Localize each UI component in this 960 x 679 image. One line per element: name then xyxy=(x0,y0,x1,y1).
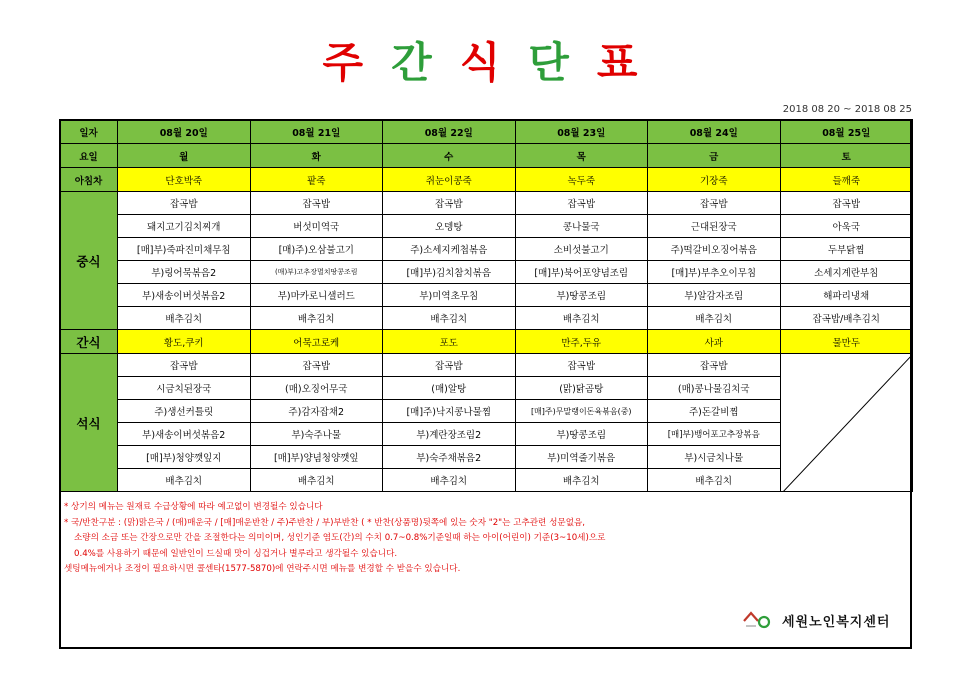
breakfast-cell: 들깨죽 xyxy=(780,168,913,192)
menu-cell: 잡곡밥 xyxy=(515,354,648,377)
breakfast-cell: 기장죽 xyxy=(648,168,781,192)
menu-cell: 배추김치 xyxy=(648,307,781,330)
weekday-cell: 토 xyxy=(780,144,913,168)
menu-cell: 주)돈갈비찜 xyxy=(648,400,781,423)
menu-cell: (맑)닭곰탕 xyxy=(515,377,648,400)
menu-cell: (매)알탕 xyxy=(383,377,516,400)
breakfast-cell: 녹두죽 xyxy=(515,168,648,192)
menu-cell: 잡곡밥/배추김치 xyxy=(780,307,913,330)
snack-cell: 물만두 xyxy=(780,330,913,354)
menu-cell: 배추김치 xyxy=(118,469,251,492)
menu-cell: 배추김치 xyxy=(383,469,516,492)
menu-cell: [매]부)뱅어포고추장볶음 xyxy=(648,423,781,446)
menu-cell: [매]부)죽파진미채무침 xyxy=(118,238,251,261)
menu-cell: 잡곡밥 xyxy=(118,354,251,377)
menu-cell: 두부닭찜 xyxy=(780,238,913,261)
date-range: 2018 08 20 ~ 2018 08 25 xyxy=(782,104,912,115)
menu-cell: 주)떡갈비오징어볶음 xyxy=(648,238,781,261)
breakfast-cell: 쥐눈이콩죽 xyxy=(383,168,516,192)
menu-cell: 부)땅콩조림 xyxy=(515,284,648,307)
weekday-cell: 금 xyxy=(648,144,781,168)
menu-cell: 시금치된장국 xyxy=(118,377,251,400)
date-cell: 08월 24일 xyxy=(648,120,781,144)
menu-cell: 부)새송이버섯볶음2 xyxy=(118,423,251,446)
menu-cell: [매]부)북어포양념조림 xyxy=(515,261,648,284)
menu-cell: 잡곡밥 xyxy=(250,192,383,215)
menu-cell: 근대된장국 xyxy=(648,215,781,238)
breakfast-cell: 단호박죽 xyxy=(118,168,251,192)
menu-cell: 잡곡밥 xyxy=(515,192,648,215)
menu-cell: 부)링어묵볶음2 xyxy=(118,261,251,284)
snack-cell: 황도,쿠키 xyxy=(118,330,251,354)
menu-cell: 잡곡밥 xyxy=(383,192,516,215)
menu-cell: [매)주)오삼불고기 xyxy=(250,238,383,261)
menu-cell: 부)계란장조림2 xyxy=(383,423,516,446)
menu-cell: 잡곡밥 xyxy=(383,354,516,377)
menu-cell: 배추김치 xyxy=(648,469,781,492)
menu-cell: 돼지고기김치찌개 xyxy=(118,215,251,238)
menu-cell: 부)마카로니샐러드 xyxy=(250,284,383,307)
menu-cell: 주)감자잡채2 xyxy=(250,400,383,423)
menu-cell: 소세지계란부침 xyxy=(780,261,913,284)
note-line: 소량의 소금 또는 간장으로만 간을 조절한다는 의미이며, 성인기준 염도(간)의 수치 0.7~0.8%기준일때 하는 아이(어린이) 기준(3~10세)으로 xyxy=(74,533,606,543)
menu-cell: (매)부)고추장멸치땅콩조림 xyxy=(250,261,383,284)
menu-cell: 부)새송이버섯볶음2 xyxy=(118,284,251,307)
menu-cell: 잡곡밥 xyxy=(250,354,383,377)
menu-cell: (매)오징어무국 xyxy=(250,377,383,400)
date-cell: 08월 20일 xyxy=(118,120,251,144)
menu-cell: 콩나물국 xyxy=(515,215,648,238)
menu-cell: [매]주)무말랭이돈육볶음(중) xyxy=(515,400,648,423)
breakfast-label: 아침차 xyxy=(60,168,118,192)
note-line: * 상기의 메뉴는 원재료 수급상황에 따라 예고없이 변경될수 있습니다 xyxy=(64,502,323,512)
title-char: 단 xyxy=(528,38,597,87)
snack-cell: 포도 xyxy=(383,330,516,354)
note-line: 0.4%를 사용하기 때문에 일반인이 드실때 맛이 싱겁거나 별루라고 생각될수 있습니다. xyxy=(74,548,398,559)
menu-cell: 주)소세지케첩볶음 xyxy=(383,238,516,261)
center-logo xyxy=(742,609,890,631)
menu-cell: 잡곡밥 xyxy=(780,192,913,215)
menu-cell: 부)미역줄기볶음 xyxy=(515,446,648,469)
snack-cell: 어묵고로케 xyxy=(250,330,383,354)
center-name: 세원노인복지센터 xyxy=(782,614,891,630)
title-char: 표 xyxy=(596,38,666,87)
page-title xyxy=(0,30,960,90)
menu-cell: (매)콩나물김치국 xyxy=(648,377,781,400)
menu-cell: 버섯미역국 xyxy=(250,215,383,238)
menu-cell: 소비섯불고기 xyxy=(515,238,648,261)
menu-cell: [매]부)부추오이무침 xyxy=(648,261,781,284)
title-char: 식 xyxy=(459,38,529,87)
snack-label: 간식 xyxy=(60,330,118,354)
menu-cell: 잡곡밥 xyxy=(118,192,251,215)
menu-cell: 부)숙주채볶음2 xyxy=(383,446,516,469)
weekday-label: 요일 xyxy=(60,144,118,168)
menu-cell: 오뎅탕 xyxy=(383,215,516,238)
weekday-cell: 목 xyxy=(515,144,648,168)
lunch-label: 중식 xyxy=(60,192,118,330)
menu-cell: 부)알감자조림 xyxy=(648,284,781,307)
menu-cell: 배추김치 xyxy=(515,307,648,330)
menu-cell: 부)미역초무침 xyxy=(383,284,516,307)
date-cell: 08월 22일 xyxy=(383,120,516,144)
menu-cell: [매]부)김치참치볶음 xyxy=(383,261,516,284)
menu-cell: 배추김치 xyxy=(250,469,383,492)
title-char: 주 xyxy=(322,38,392,87)
notes-block xyxy=(64,500,904,578)
title-char: 간 xyxy=(391,38,460,87)
snack-cell: 만주,두유 xyxy=(515,330,648,354)
dinner-label: 석식 xyxy=(60,354,118,492)
menu-cell: [매]부)양념청양깻잎 xyxy=(250,446,383,469)
menu-cell: 잡곡밥 xyxy=(648,354,781,377)
menu-cell: 주)생선커틀릿 xyxy=(118,400,251,423)
weekday-cell: 수 xyxy=(383,144,516,168)
menu-cell: 부)시금치나물 xyxy=(648,446,781,469)
note-line: 셋팅메뉴에거나 조정이 필요하시면 콜센타(1577-5870)에 연락주시면 메뉴를 변경할 수 받을수 있습니다. xyxy=(64,564,461,574)
menu-cell: 부)땅콩조림 xyxy=(515,423,648,446)
date-cell: 08월 21일 xyxy=(250,120,383,144)
date-cell: 08월 25일 xyxy=(780,120,913,144)
menu-cell: [매]주)낙지콩나물찜 xyxy=(383,400,516,423)
breakfast-cell: 팥죽 xyxy=(250,168,383,192)
menu-cell: 부)숙주나물 xyxy=(250,423,383,446)
snack-cell: 사과 xyxy=(648,330,781,354)
menu-cell: 해파리냉채 xyxy=(780,284,913,307)
menu-cell: 아욱국 xyxy=(780,215,913,238)
menu-cell: 배추김치 xyxy=(515,469,648,492)
menu-cell: 배추김치 xyxy=(383,307,516,330)
menu-cell: 배추김치 xyxy=(250,307,383,330)
house-logo-icon xyxy=(742,609,772,631)
menu-cell: [매]부)청양깻잎지 xyxy=(118,446,251,469)
menu-cell: 잡곡밥 xyxy=(648,192,781,215)
date-cell: 08월 23일 xyxy=(515,120,648,144)
menu-cell: 배추김치 xyxy=(118,307,251,330)
weekday-cell: 월 xyxy=(118,144,251,168)
date-label: 일자 xyxy=(60,120,118,144)
weekday-cell: 화 xyxy=(250,144,383,168)
note-line: * 국/반찬구분 : (맑)맑은국 / (매)매운국 / [매]매운반찬 / 주)주반찬 / 부)부반찬 ( * 반찬(상품명)뒷쪽에 있는 숫자 "2"는 고추관련 성문없음, xyxy=(64,517,586,528)
